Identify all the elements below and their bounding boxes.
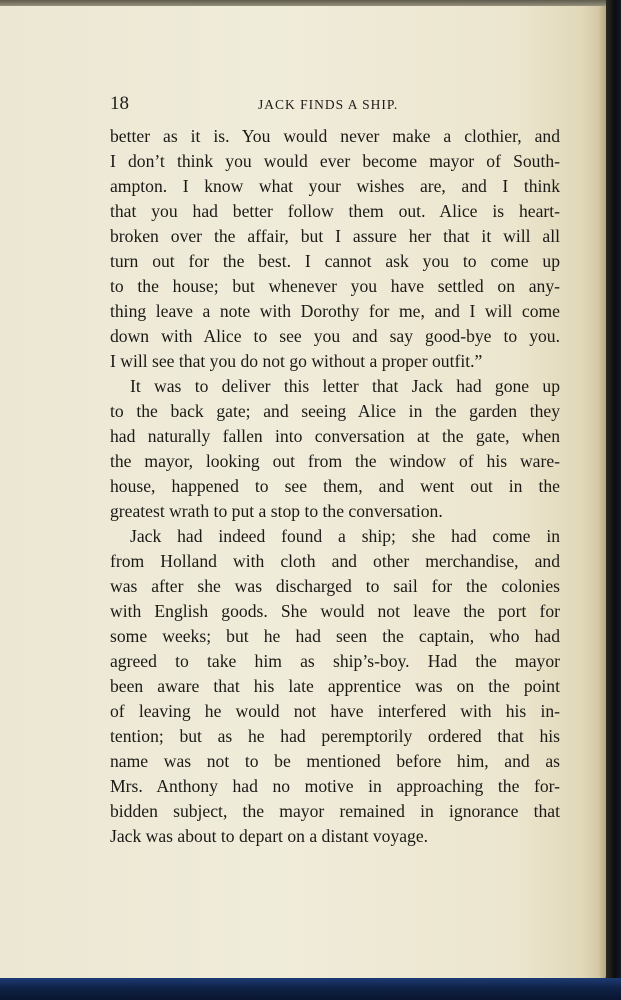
text-line: tention; but as he had peremptorily ordered that his <box>110 726 560 746</box>
page-number: 18 <box>110 93 129 114</box>
text-line: agreed to take him as ship’s-boy. Had the mayor <box>110 651 560 671</box>
text-line: some weeks; but he had seen the captain, who had <box>110 626 560 646</box>
text-line: better as it is. You would never make a clothier, and <box>110 126 560 146</box>
text-line: that you had better follow them out. Alice is heart- <box>110 201 560 221</box>
text-line: name was not to be mentioned before him, and as <box>110 751 560 771</box>
book-cover-cloth <box>0 978 621 1000</box>
text-line: been aware that his late apprentice was on the point <box>110 676 560 696</box>
paragraph-3 <box>110 524 560 849</box>
paragraph-2 <box>110 374 560 524</box>
text-line: house, happened to see them, and went out in the <box>110 476 560 496</box>
text-line: had naturally fallen into conversation at the gate, when <box>110 426 560 446</box>
text-line: the mayor, looking out from the window of his ware- <box>110 451 560 471</box>
text-line: turn out for the best. I cannot ask you to come up <box>110 251 560 271</box>
body-text <box>110 124 560 849</box>
text-line: of leaving he would not have interfered with his in- <box>110 701 560 721</box>
text-line: down with Alice to see you and say good-bye to you. <box>110 326 560 346</box>
text-line: I will see that you do not go without a proper outfit.” <box>110 351 483 371</box>
text-line: from Holland with cloth and other merchandise, and <box>110 551 560 571</box>
text-line: to the house; but whenever you have settled on any- <box>110 276 560 296</box>
text-line: broken over the affair, but I assure her that it will all <box>110 226 560 246</box>
text-line: ampton. I know what your wishes are, and I think <box>110 176 560 196</box>
text-line: with English goods. She would not leave the port for <box>110 601 560 621</box>
text-line: bidden subject, the mayor remained in ignorance that <box>110 801 560 821</box>
text-line: Jack was about to depart on a distant voyage. <box>110 826 429 846</box>
paragraph-1 <box>110 124 560 374</box>
text-line: It was to deliver this letter that Jack had gone up <box>130 376 560 396</box>
text-line: I don’t think you would ever become mayor of South- <box>110 151 560 171</box>
book-binding-edge <box>606 0 621 1000</box>
text-line: thing leave a note with Dorothy for me, and I will come <box>110 301 560 321</box>
running-head: JACK FINDS A SHIP. <box>258 97 399 112</box>
text-line: to the back gate; and seeing Alice in the garden they <box>110 401 560 421</box>
text-line: was after she was discharged to sail for the colonies <box>110 576 560 596</box>
page-header <box>110 93 560 117</box>
text-line: Mrs. Anthony had no motive in approaching the for- <box>110 776 560 796</box>
text-line: greatest wrath to put a stop to the conversation. <box>110 501 443 521</box>
text-line: Jack had indeed found a ship; she had come in <box>130 526 560 546</box>
